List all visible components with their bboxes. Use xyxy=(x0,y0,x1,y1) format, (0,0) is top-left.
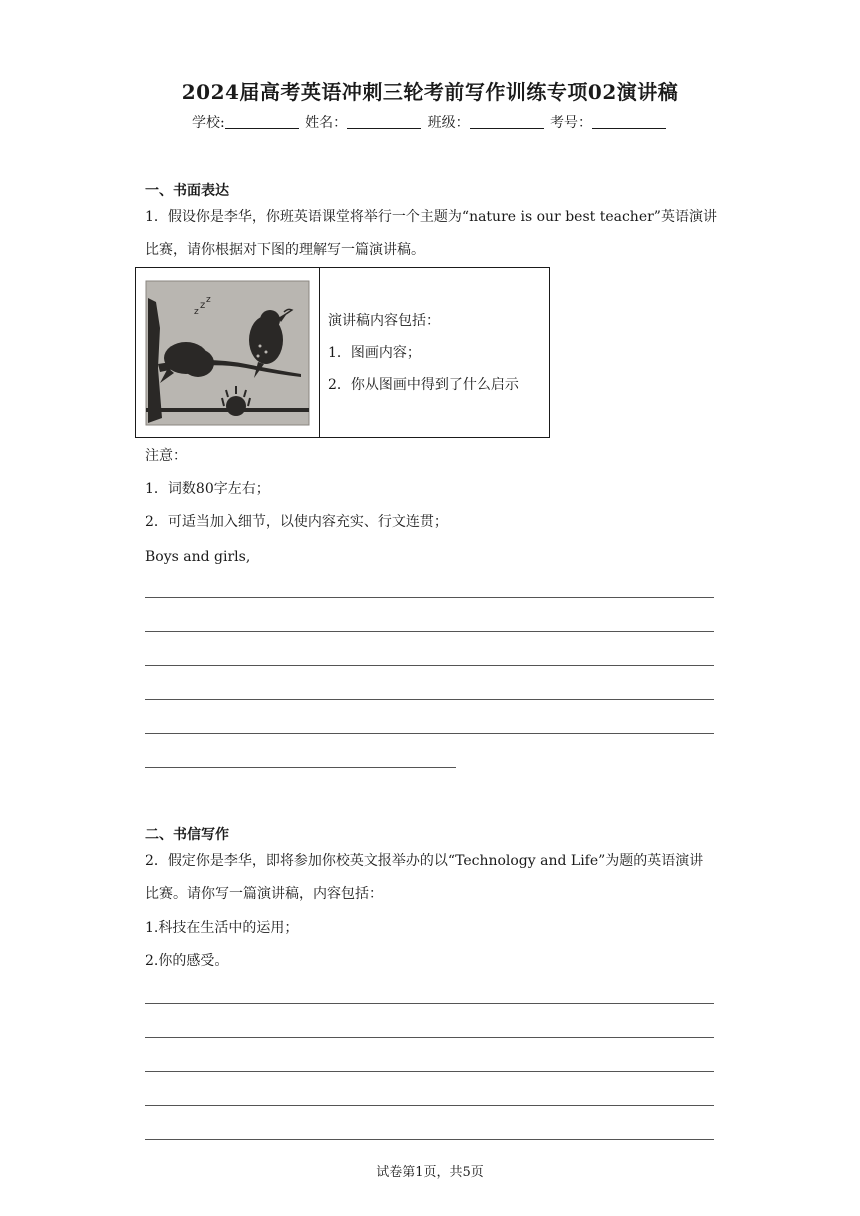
class-blank[interactable] xyxy=(470,114,544,129)
class-label: 班级： xyxy=(427,115,470,131)
content-title: 演讲稿内容包括： xyxy=(328,312,440,329)
answer-line[interactable] xyxy=(145,631,714,632)
section2-item-2: 2.你的感受。 xyxy=(145,953,229,969)
section1-prompt-line2: 比赛，请你根据对下图的理解写一篇演讲稿。 xyxy=(145,242,425,258)
answer-line[interactable] xyxy=(145,1071,714,1072)
answer-line[interactable] xyxy=(145,665,714,666)
page-footer: 试卷第1页，共5页 xyxy=(376,1165,484,1180)
section2-prompt-line1: 2．假定你是李华，即将参加你校英文报举办的以“Technology and Life”为题的英语演讲 xyxy=(145,853,704,869)
answer-line[interactable] xyxy=(145,1003,714,1004)
svg-text:z: z xyxy=(194,307,199,317)
content-item-2: 2．你从图画中得到了什么启示 xyxy=(328,376,519,393)
answer-line[interactable] xyxy=(145,1139,714,1140)
student-info-row xyxy=(0,112,860,132)
section2-heading: 二、书信写作 xyxy=(145,827,229,843)
page-title: 2024届高考英语冲刺三轮考前写作训练专项02演讲稿 xyxy=(181,80,679,104)
speech-opening: Boys and girls, xyxy=(145,549,251,565)
answer-line[interactable] xyxy=(145,1105,714,1106)
prompt-table xyxy=(135,267,550,438)
section1-heading: 一、书面表达 xyxy=(145,183,229,199)
answer-line[interactable] xyxy=(145,699,714,700)
picture-cell xyxy=(136,268,320,438)
note-title: 注意： xyxy=(145,448,187,464)
section2-item-1: 1.科技在生活中的运用； xyxy=(145,920,299,936)
name-blank[interactable] xyxy=(347,114,421,129)
note-1: 1．词数80字左右； xyxy=(145,481,270,497)
exam-number-label: 考号： xyxy=(550,115,593,131)
school-blank[interactable] xyxy=(225,114,299,129)
content-requirements-cell xyxy=(320,268,550,438)
answer-line[interactable] xyxy=(145,1037,714,1038)
school-label: 学校: xyxy=(191,115,225,131)
exam-number-blank[interactable] xyxy=(592,114,666,129)
answer-line[interactable] xyxy=(145,767,456,768)
answer-line[interactable] xyxy=(145,733,714,734)
section2-prompt-line2: 比赛。请你写一篇演讲稿，内容包括： xyxy=(145,886,383,902)
birds-illustration xyxy=(136,268,319,437)
svg-text:z: z xyxy=(206,295,211,305)
note-2: 2．可适当加入细节，以使内容充实、行文连贯； xyxy=(145,514,448,530)
name-label: 姓名： xyxy=(305,115,348,131)
answer-line[interactable] xyxy=(145,597,714,598)
section1-prompt-line1: 1．假设你是李华，你班英语课堂将举行一个主题为“nature is our best teacher”英语演讲 xyxy=(145,209,717,225)
content-item-1: 1．图画内容； xyxy=(328,344,421,361)
svg-text:z: z xyxy=(200,300,206,311)
